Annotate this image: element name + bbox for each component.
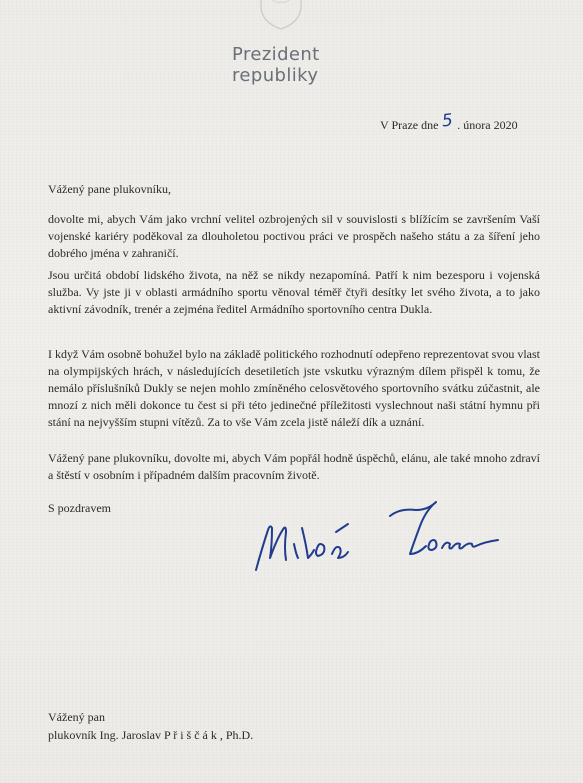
letter-date [380,110,518,132]
letterhead-line-2: republiky [232,65,319,86]
closing: S pozdravem [48,501,111,515]
letterhead [232,44,320,86]
paragraph-1: dovolte mi, abych Vám jako vrchní velitel ozbrojených sil v souvislosti s blížícím se završením Vaší vojenské kariéry poděkoval za dlouholetou poctivou práci ve prospěch našeho státu a za šíření jeho dobrého jména v zahraničí. [48,212,540,260]
state-emblem-icon [255,0,307,30]
date-prefix: V Praze dne [380,118,439,132]
signature [250,488,510,583]
addressee-block [48,708,253,744]
date-suffix: . února 2020 [457,118,518,132]
salutation: Vážený pane plukovníku, [48,182,171,196]
paragraph-3: I když Vám osobně bohužel bylo na základě politického rozhodnutí odepřeno reprezentovat svou vlast na olympijských hrách, v následujících desetiletích jste vskutku výrazným dílem přispěl k tomu, že nemálo příslušníků Dukly se nejen mohlo zmíněného celosvětového sportovního svátku zúčastnit, ale mnozí z nich měli dokonce tu čest si při této jedinečné příležitosti vyslechnout naši státní hymnu při stání na nejvyšším stupni vítězů. Za to vše Vám zcela jistě náleží dík a uznání. [48,347,540,429]
date-day-handwritten: 5 [441,110,455,132]
letterhead-line-1: Prezident [232,44,320,65]
addressee-line-2: plukovník Ing. Jaroslav P ř i š č á k , Ph.D. [48,728,254,742]
paragraph-4: Vážený pane plukovníku, dovolte mi, abych Vám popřál hodně úspěchů, elánu, ale také mnoho zdraví a štěstí v osobním i případném dalším pracovním životě. [48,451,540,482]
addressee-line-1: Vážený pan [48,710,105,724]
paragraph-2: Jsou určitá období lidského života, na něž se nikdy nezapomíná. Patří k nim bezesporu i vojenská služba. Vy jste ji v oblasti armádního sportu věnoval téměř čtyři desítky let svého života, a to jako aktivní závodník, trenér a zejména ředitel Armádního sportovního centra Dukla. [48,268,540,316]
